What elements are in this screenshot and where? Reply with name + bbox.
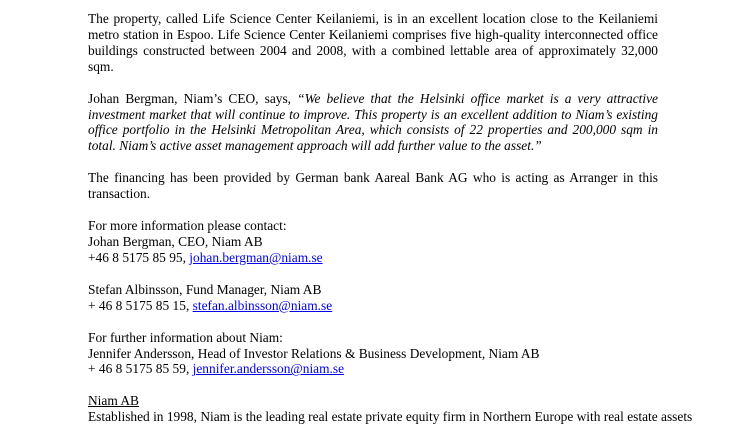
ceo-intro-text: Johan Bergman, Niam’s CEO, says, — [88, 90, 298, 106]
about-niam-block — [88, 393, 693, 425]
document-page — [88, 11, 693, 441]
ir-contact-name: Jennifer Andersson, Head of Investor Relations & Business Development, Niam AB — [88, 345, 540, 361]
ir-contact-block — [88, 330, 658, 378]
about-niam-text: Established in 1998, Niam is the leading real estate private equity firm in Northern Europe with real estate assets — [88, 409, 693, 425]
secondary-contact-name: Stefan Albinsson, Fund Manager, Niam AB — [88, 281, 322, 297]
primary-contact-heading: For more information please contact: — [88, 218, 287, 234]
about-niam-heading: Niam AB — [88, 393, 139, 409]
secondary-contact-phone-line — [88, 298, 658, 314]
property-paragraph: The property, called Life Science Center Keilaniemi, is in an excellent location close to the Keilaniemi metro station in Espoo. Life Science Center Keilaniemi comprises five high-quality interconnected office buildings constructed between 2004 and 2008, with a combined lettable area of approximately 32,000 sqm. — [88, 11, 658, 74]
secondary-contact-block — [88, 282, 658, 314]
ir-contact-phone-line — [88, 361, 658, 377]
primary-contact-phone: +46 8 5175 85 95, — [88, 249, 190, 265]
secondary-contact-phone: + 46 8 5175 85 15, — [88, 297, 193, 313]
ir-contact-heading: For further information about Niam: — [88, 329, 283, 345]
primary-contact-name: Johan Bergman, CEO, Niam AB — [88, 233, 263, 249]
ceo-quote-paragraph — [88, 91, 658, 155]
primary-contact-email-link[interactable]: johan.bergman@niam.se — [189, 249, 323, 265]
financing-paragraph: The financing has been provided by German bank Aareal Bank AG who is acting as Arranger in this transaction. — [88, 170, 658, 202]
primary-contact-block — [88, 218, 658, 266]
ir-contact-phone: + 46 8 5175 85 59, — [88, 361, 193, 377]
primary-contact-phone-line — [88, 250, 658, 266]
ceo-quote-text: “We believe that the Helsinki office market is a very attractive investment market that will continue to improve. This property is an excellent addition to Niam’s existing office portfolio in the Helsinki Metropolitan Area, which consists of 22 properties and 200,000 sqm in total. Niam’s active asset management approach will add further value to the asset.” — [88, 90, 658, 154]
ir-contact-email-link[interactable]: jennifer.andersson@niam.se — [192, 361, 345, 377]
secondary-contact-email-link[interactable]: stefan.albinsson@niam.se — [192, 297, 333, 313]
